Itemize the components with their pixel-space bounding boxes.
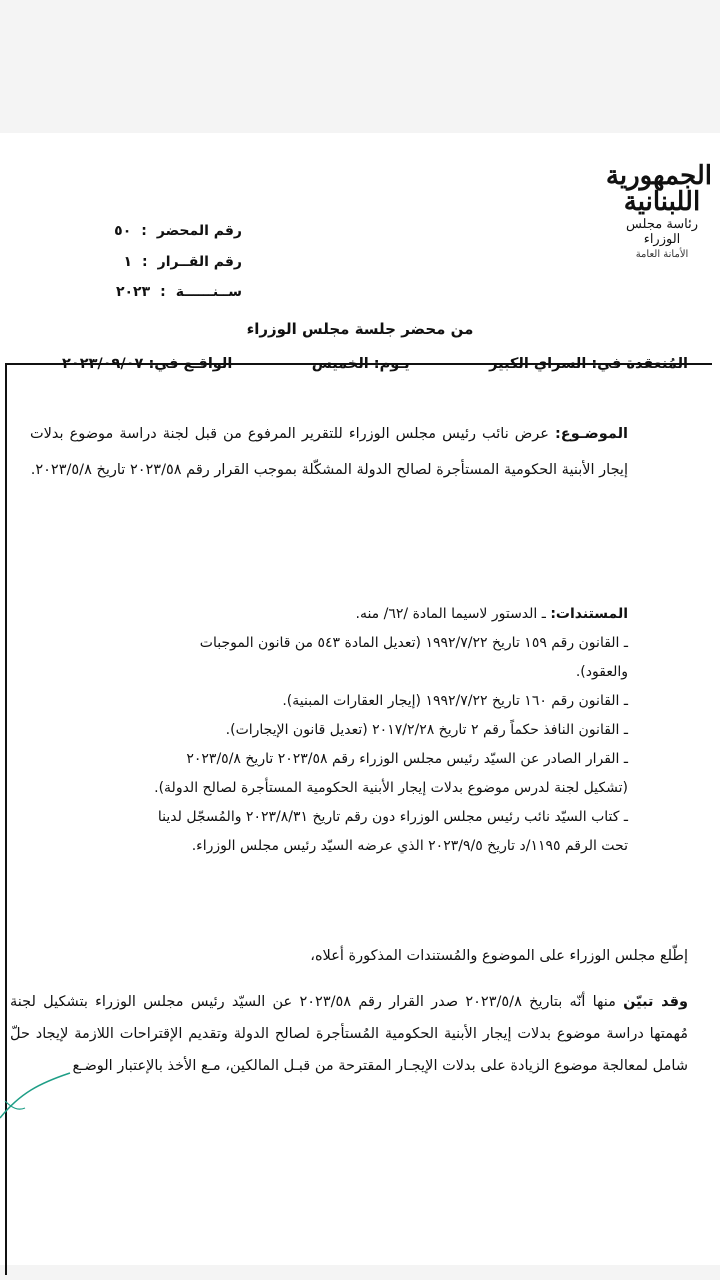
year-value: ٢٠٢٣ xyxy=(115,284,151,300)
year-row xyxy=(116,284,242,300)
minute-number-label: رقم المحضر xyxy=(156,223,242,239)
documents-first-line xyxy=(30,600,628,629)
subject-label: الموضـوع: xyxy=(555,426,628,442)
emblem-line-1: الجمهورية xyxy=(605,161,712,191)
minute-number-value: ٥٠ xyxy=(114,223,132,239)
documents-item: ـ كتاب السيّد نائب رئيس مجلس الوزراء دون رقم تاريخ ٢٠٢٣/٨/٣١ والمُسجّل لدينا xyxy=(157,809,628,825)
decision-number-row xyxy=(123,254,242,270)
subject-paragraph xyxy=(30,416,628,488)
documents-item: والعقود). xyxy=(575,664,628,680)
documents-item: (تشكيل لجنة لدرس موضوع بدلات إيجار الأبنية الحكومية المستأجرة لصالح الدولة). xyxy=(154,780,628,796)
colon: : xyxy=(141,223,147,239)
documents-item: ـ القانون رقم ١٦٠ تاريخ ١٩٩٢/٧/٢٢ (إيجار العقارات المبنية). xyxy=(282,693,628,709)
subject-text: عرض نائب رئيس مجلس الوزراء للتقرير المرفوع من قبل لجنة دراسة موضوع بدلات إيجار الأبنية الحكومية المستأجرة لصالح الدولة المشكّلة بموجب القرار رقم ٢٠٢٣/٥٨ تاريخ ٢٠٢٣/٥/٨. xyxy=(30,426,628,478)
emblem-line-2: اللبنانية xyxy=(623,187,701,217)
documents-item: ـ القرار الصادر عن السيّد رئيس مجلس الوزراء رقم ٢٠٢٣/٥٨ تاريخ ٢٠٢٣/٥/٨ xyxy=(186,751,628,767)
finding-paragraph xyxy=(10,986,688,1082)
department-name: الأمانة العامة xyxy=(635,249,689,260)
colon: : xyxy=(142,254,148,270)
reviewed-paragraph: إطّلع مجلس الوزراء على الموضوع والمُستندات المذكورة أعلاه، xyxy=(310,948,688,964)
office-name: رئاسة مجلس الوزراء xyxy=(625,217,699,247)
session-day: يـوم: الخميس xyxy=(311,356,410,372)
minute-number-row xyxy=(114,223,242,239)
documents-item: ـ القانون رقم ١٥٩ تاريخ ١٩٩٢/٧/٢٢ (تعديل المادة ٥٤٣ من قانون الموجبات xyxy=(199,635,628,651)
pen-stroke-mark xyxy=(0,1063,80,1123)
document-title: من محضر جلسة مجلس الوزراء xyxy=(246,320,474,338)
decision-number-label: رقم القــرار xyxy=(157,254,242,270)
documents-label: المستندات: xyxy=(550,606,628,622)
documents-item: تحت الرقم ١١٩٥/د تاريخ ٢٠٢٣/٩/٥ الذي عرضه السيّد رئيس مجلس الوزراء. xyxy=(191,838,628,854)
document-page xyxy=(0,133,720,1265)
colon: : xyxy=(160,284,166,300)
documents-item: ـ القانون النافذ حكماً رقم ٢ تاريخ ٢٠١٧/٢/٢٨ (تعديل قانون الإيجارات). xyxy=(225,722,628,738)
finding-text: منها أنّه بتاريخ ٢٠٢٣/٥/٨ صدر القرار رقم ٢٠٢٣/٥٨ عن السيّد رئيس مجلس الوزراء بتشكيل لجنة مُهمتها دراسة موضوع بدلات إيجار الأبنية الحكومية المُستأجرة لصالح الدولة وتقديم الإقتراحات اللازمة لإيجاد حلّ شامل لمعالجة موضوع الزيادة على بدلات الإيجـار المقترحة من قبـل المالكين، مـع الأخذ بالإعتبار الوضـع xyxy=(10,994,688,1074)
finding-lead: وقد تبيّن xyxy=(623,994,689,1010)
session-place: المُنعقدة في: السراي الكبير xyxy=(489,356,688,372)
documents-section xyxy=(30,600,628,861)
year-label: ســنــــــة xyxy=(175,284,242,300)
letterhead-logo xyxy=(605,161,712,260)
documents-first-item: ـ الدستور لاسيما المادة /٦٢/ منه. xyxy=(355,606,546,622)
decision-number-value: ١ xyxy=(123,254,133,270)
session-date: الواقـع في: ٢٠٢٣/٠٩/٠٧ xyxy=(62,356,233,372)
